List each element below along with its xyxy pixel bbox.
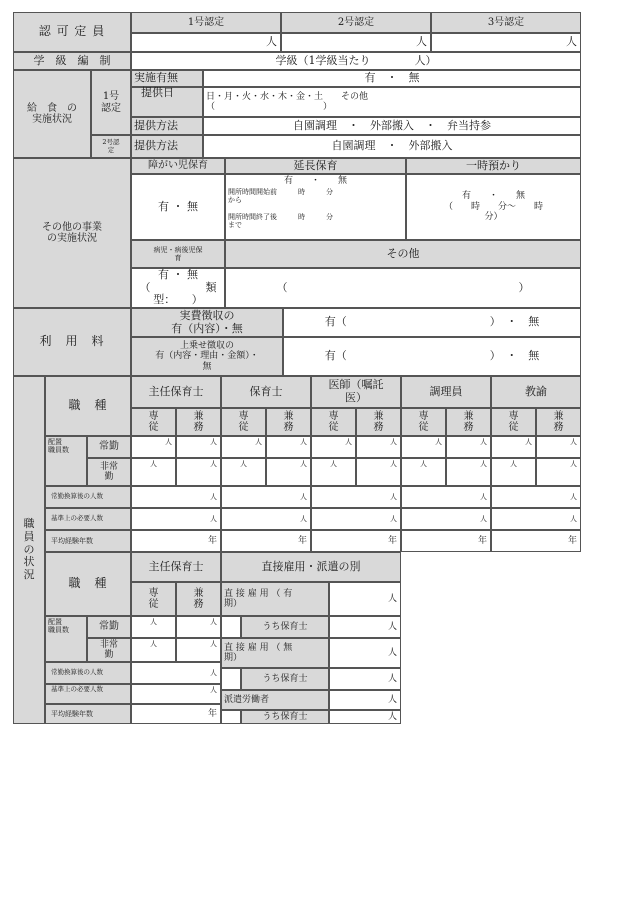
years-cell[interactable]: 年 [567, 535, 577, 546]
capacity-label: 認 可 定 員 [38, 24, 106, 39]
sick-child-care-value[interactable]: 有 ・ 無 （ 類 型： ） [139, 268, 217, 307]
extended-care-label: 延長保育 [293, 158, 338, 172]
dispatched-label: 派遣労働者 [224, 694, 270, 705]
of-which-nursery-cell[interactable]: 人 [387, 621, 397, 632]
dispatched-cell[interactable]: 人 [387, 694, 397, 705]
converted-cell[interactable]: 人 [480, 492, 487, 501]
disability-care-label: 障がい児保育 [148, 160, 208, 172]
regular-cell[interactable]: 人 [525, 438, 532, 446]
full-time-header: 専 従 [238, 410, 249, 433]
actual-cost-value[interactable]: 有（ ） ・ 無 [324, 315, 540, 329]
of-which-nursery-label: うち保育士 [262, 711, 308, 722]
non-regular-cell[interactable]: 人 [150, 460, 157, 468]
non-regular-cell[interactable]: 人 [510, 460, 517, 468]
actual-cost-label: 実費徴収の 有（内容）・無 [171, 308, 243, 335]
converted-count-label: 常勤換算後の人数 [51, 492, 103, 501]
full-time-header: 専 従 [508, 410, 519, 433]
regular-cell[interactable]: 人 [570, 438, 577, 446]
job-head-nursery-2: 主任保育士 [148, 559, 204, 573]
part-duty-header: 兼 務 [193, 410, 204, 433]
other-label: その他 [386, 246, 420, 260]
capacity-header-1: 1号認定 [187, 16, 225, 28]
years-cell-2[interactable]: 年 [207, 708, 217, 719]
other-services-label: その他の事業 の実施状況 [42, 221, 102, 244]
fees-section [13, 308, 581, 376]
required-cell[interactable]: 人 [390, 514, 397, 523]
job-cook: 調理員 [429, 384, 463, 398]
meal-impl-label: 実施有無 [134, 71, 178, 85]
non-regular-cell[interactable]: 人 [390, 460, 397, 468]
years-cell[interactable]: 年 [477, 535, 487, 546]
non-regular-cell[interactable]: 人 [300, 460, 307, 468]
converted-cell[interactable]: 人 [300, 492, 307, 501]
employment-type-label: 直接雇用・派遣の別 [261, 559, 361, 573]
staff-section [13, 376, 581, 724]
converted-cell[interactable]: 人 [210, 492, 217, 501]
extra-fee-label: 上乗せ徴収の 有（内容・理由・金額）・ 無 [155, 340, 259, 372]
regular-cell[interactable]: 人 [300, 438, 307, 446]
meal-section [13, 70, 581, 158]
required-cell[interactable]: 人 [480, 514, 487, 523]
years-cell[interactable]: 年 [207, 535, 217, 546]
extra-fee-value[interactable]: 有（ ） ・ 無 [324, 349, 540, 363]
of-which-nursery-label: うち保育士 [262, 621, 308, 632]
non-regular-label-2: 非常 勤 [99, 639, 118, 660]
avg-years-label: 平均経験年数 [51, 536, 93, 545]
required-count-label: 基準上の必要人数 [51, 514, 103, 523]
job-head-nursery: 主任保育士 [148, 384, 204, 398]
non-regular-cell[interactable]: 人 [420, 460, 427, 468]
staff-label: 職 員 の 状 況 [23, 517, 35, 581]
regular-label-2: 常勤 [99, 621, 119, 633]
meal-label: 給 食 の 実施状況 [27, 102, 77, 125]
meal-method2-value[interactable]: 自園調理 ・ 外部搬入 [331, 139, 453, 153]
temporary-care-value[interactable]: 有 ・ 無 （ 時 分〜 時 分） [443, 191, 543, 223]
direct-fixed-label: 直 接 雇 用 （ 有 期） [224, 588, 293, 609]
regular-cell-2[interactable]: 人 [210, 618, 217, 626]
sick-child-care-label: 病児・病後児保 育 [153, 245, 203, 262]
meal-days-label: 提供日 [141, 86, 174, 99]
regular-cell[interactable]: 人 [210, 438, 217, 446]
class-org-label: 学 級 編 制 [33, 53, 111, 67]
converted-cell[interactable]: 人 [390, 492, 397, 501]
fees-label: 利 用 料 [39, 334, 105, 349]
avg-years-label-2: 平均経験年数 [51, 709, 93, 718]
job-type-label-2: 職 種 [68, 576, 108, 591]
regular-cell[interactable]: 人 [435, 438, 442, 446]
capacity-header-2: 2号認定 [337, 16, 375, 28]
direct-fixed-cell[interactable]: 人 [387, 593, 397, 604]
extended-care-start[interactable]: 開所時間開始前 時 分 から [228, 188, 333, 205]
meal-method1-value[interactable]: 自園調理 ・ 外部搬入 ・ 弁当持参 [293, 118, 491, 132]
capacity-field-2[interactable]: 人 [416, 35, 427, 49]
meal-method2-label: 提供方法 [134, 139, 178, 153]
full-time-header: 専 従 [328, 410, 339, 433]
job-teacher: 教諭 [525, 384, 547, 398]
converted-cell-2[interactable]: 人 [210, 668, 217, 677]
regular-cell[interactable]: 人 [480, 438, 487, 446]
disability-care-value[interactable]: 有 ・ 無 [158, 199, 198, 213]
extended-care-yes-no[interactable]: 有 ・ 無 [283, 175, 347, 186]
of-which-nursery-label: うち保育士 [262, 673, 308, 684]
non-regular-cell[interactable]: 人 [570, 460, 577, 468]
other-value[interactable]: （ ） [276, 280, 530, 294]
direct-unfixed-cell[interactable]: 人 [387, 647, 397, 658]
job-type-label: 職 種 [68, 398, 108, 413]
full-time-header: 専 従 [148, 587, 159, 610]
full-time-header: 専 従 [148, 410, 159, 433]
non-regular-cell[interactable]: 人 [330, 460, 337, 468]
non-regular-cell[interactable]: 人 [240, 460, 247, 468]
assigned-staff-label: 配置 職員数 [48, 438, 69, 455]
regular-cell[interactable]: 人 [165, 438, 172, 446]
meal-days-value[interactable]: 日・月・火・水・木・金・土 その他 （ ） [206, 91, 369, 112]
meal-method1-label: 提供方法 [134, 118, 178, 132]
non-regular-cell[interactable]: 人 [210, 460, 217, 468]
class-org-value[interactable]: 学級（1学級当たり 人） [275, 53, 437, 67]
non-regular-cell-2[interactable]: 人 [150, 640, 157, 648]
direct-unfixed-label: 直 接 雇 用 （ 無 期） [224, 642, 293, 663]
capacity-header-3: 3号認定 [487, 16, 525, 28]
job-doctor: 医師（嘱託 医） [328, 378, 384, 404]
required-cell-2[interactable]: 人 [210, 686, 217, 694]
required-cell[interactable]: 人 [300, 514, 307, 523]
non-regular-label: 非常 勤 [99, 461, 118, 482]
meal-type2-label: 2号認 定 [102, 138, 120, 154]
meal-type1-label: 1号 認定 [101, 91, 121, 114]
job-nursery: 保育士 [249, 384, 283, 398]
non-regular-cell-2[interactable]: 人 [210, 640, 217, 648]
non-regular-cell[interactable]: 人 [480, 460, 487, 468]
years-cell[interactable]: 年 [297, 535, 307, 546]
class-org-section [13, 52, 581, 70]
regular-cell-2[interactable]: 人 [150, 618, 157, 626]
extended-care-end[interactable]: 開所時間終了後 時 分 まで [228, 213, 333, 230]
assigned-staff-label-2: 配置 職員数 [48, 618, 69, 635]
meal-impl-value[interactable]: 有 ・ 無 [364, 71, 420, 85]
converted-cell[interactable]: 人 [570, 492, 577, 501]
converted-count-label-2: 常勤換算後の人数 [51, 668, 103, 677]
capacity-field-3[interactable]: 人 [566, 35, 577, 49]
part-duty-header: 兼 務 [193, 587, 204, 610]
part-duty-header: 兼 務 [553, 410, 564, 433]
regular-cell[interactable]: 人 [390, 438, 397, 446]
other-services-section [13, 158, 581, 308]
required-count-label-2: 基準上の必要人数 [51, 685, 103, 693]
regular-cell[interactable]: 人 [255, 438, 262, 446]
required-cell[interactable]: 人 [570, 514, 577, 523]
capacity-field-1[interactable]: 人 [266, 35, 277, 49]
years-cell[interactable]: 年 [387, 535, 397, 546]
of-which-nursery-cell[interactable]: 人 [387, 711, 397, 722]
capacity-section [13, 12, 581, 52]
part-duty-header: 兼 務 [283, 410, 294, 433]
required-cell[interactable]: 人 [210, 514, 217, 523]
of-which-nursery-cell[interactable]: 人 [387, 673, 397, 684]
part-duty-header: 兼 務 [463, 410, 474, 433]
temporary-care-label: 一時預かり [466, 158, 521, 172]
regular-cell[interactable]: 人 [345, 438, 352, 446]
part-duty-header: 兼 務 [373, 410, 384, 433]
regular-label: 常勤 [99, 441, 119, 453]
full-time-header: 専 従 [418, 410, 429, 433]
